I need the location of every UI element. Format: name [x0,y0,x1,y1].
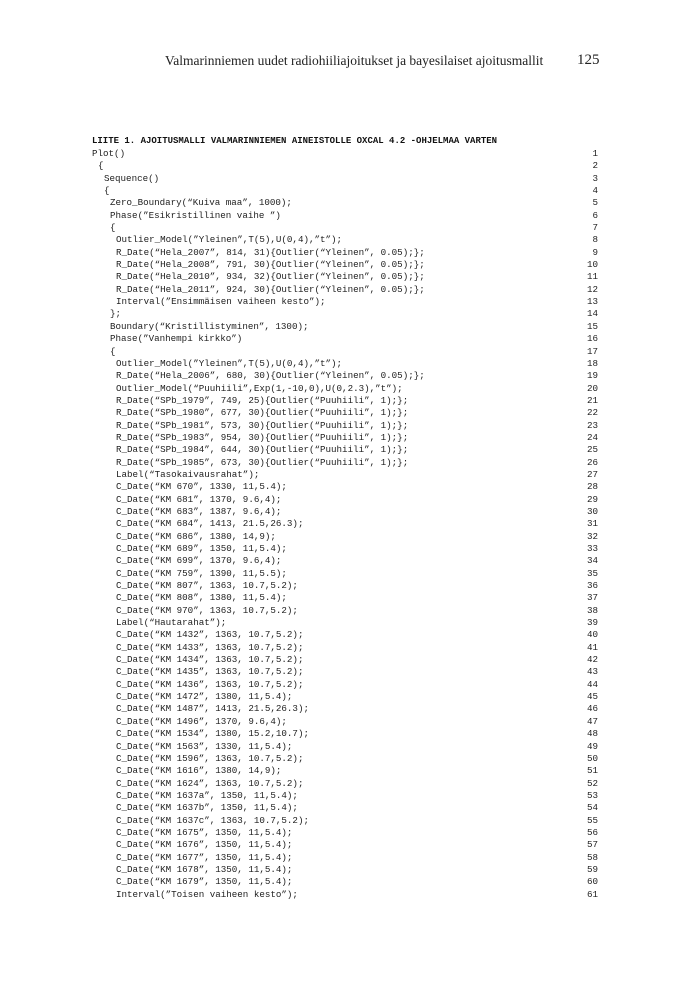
line-number: 56 [586,826,598,838]
line-number: 58 [586,851,598,863]
line-number: 3 [592,172,598,184]
code-line [92,383,598,395]
code-line-text: C_Date(“KM 1496”, 1370, 9.6,4); [116,715,287,727]
code-line [92,370,598,382]
line-number: 27 [586,468,598,480]
code-line-text: Interval(”Ensimmäisen vaiheen kesto”); [116,296,326,308]
code-line-text: Phase(”Vanhempi kirkko”) [110,333,243,345]
line-number: 54 [586,802,598,814]
line-number: 13 [586,296,598,308]
code-line [92,765,598,777]
code-line-text: R_Date(“SPb_1983”, 954, 30){Outlier(“Puuhiili”, 1);}; [116,431,409,443]
code-line [92,642,598,654]
line-number: 41 [586,641,598,653]
code-line [92,395,598,407]
code-line [92,691,598,703]
line-number: 49 [586,740,598,752]
code-line-text: Label(“Tasokaivausrahat”); [116,468,260,480]
code-line [92,555,598,567]
line-number: 43 [586,666,598,678]
code-line [92,605,598,617]
line-number: 50 [586,752,598,764]
line-number: 51 [586,765,598,777]
line-number: 23 [586,419,598,431]
code-line-text: C_Date(“KM 684”, 1413, 21.5,26.3); [116,518,304,530]
code-line-text: C_Date(“KM 1434”, 1363, 10.7,5.2); [116,654,304,666]
code-line-text: Zero_Boundary(“Kuiva maa”, 1000); [110,197,292,209]
page-number: 125 [577,52,600,68]
code-line [92,259,598,271]
line-number: 28 [586,481,598,493]
code-line-text: { [98,160,104,172]
line-number: 55 [586,814,598,826]
code-line [92,308,598,320]
code-line [92,234,598,246]
code-line-text: C_Date(“KM 683”, 1387, 9.6,4); [116,505,282,517]
code-line-text: R_Date(“Hela_2008”, 791, 30){Outlier(“Yleinen”, 0.05);}; [116,259,425,271]
line-number: 38 [586,604,598,616]
line-number: 21 [586,394,598,406]
code-line-text: C_Date(“KM 1637c”, 1363, 10.7,5.2); [116,814,309,826]
code-line-text: C_Date(“KM 1435”, 1363, 10.7,5.2); [116,666,304,678]
code-line-text: R_Date(“SPb_1979”, 749, 25){Outlier(“Puuhiili”, 1);}; [116,394,409,406]
line-number: 15 [586,320,598,332]
code-line [92,358,598,370]
line-number: 34 [586,555,598,567]
code-line-text: C_Date(“KM 1433”, 1363, 10.7,5.2); [116,641,304,653]
code-line-text: Phase(”Esikristillinen vaihe ”) [110,209,281,221]
code-line [92,407,598,419]
code-line [92,469,598,481]
code-line [92,592,598,604]
code-line [92,802,598,814]
line-number: 2 [592,160,598,172]
code-line [92,741,598,753]
code-line [92,568,598,580]
code-line-text: { [110,345,116,357]
line-number: 16 [586,333,598,345]
code-line [92,506,598,518]
line-number: 46 [586,703,598,715]
line-number: 12 [586,283,598,295]
line-number: 45 [586,691,598,703]
code-line-text: C_Date(“KM 1637b”, 1350, 11,5.4); [116,802,298,814]
line-number: 22 [586,407,598,419]
code-line-text: C_Date(“KM 686”, 1380, 14,9); [116,530,276,542]
line-number: 36 [586,580,598,592]
code-line [92,889,598,901]
line-number: 61 [586,888,598,900]
line-number: 4 [592,185,598,197]
line-number: 25 [586,444,598,456]
line-number: 53 [586,789,598,801]
code-line-text: C_Date(“KM 1472”, 1380, 11,5.4); [116,691,293,703]
code-line [92,321,598,333]
line-number: 57 [586,839,598,851]
code-line-text: C_Date(“KM 759”, 1390, 11,5.5); [116,567,287,579]
code-line-text: R_Date(“Hela_2007”, 814, 31){Outlier(“Yleinen”, 0.05);}; [116,246,425,258]
code-line-text: Plot() [92,148,126,159]
code-line-text: C_Date(“KM 970”, 1363, 10.7,5.2); [116,604,298,616]
code-listing [92,148,598,901]
code-line-text: C_Date(“KM 1432”, 1363, 10.7,5.2); [116,629,304,641]
code-line [92,271,598,283]
code-line [92,543,598,555]
line-number: 30 [586,505,598,517]
code-line-text: R_Date(“Hela_2006”, 680, 30){Outlier(“Yleinen”, 0.05);}; [116,370,425,382]
code-line [92,197,598,209]
code-line [92,864,598,876]
code-line-text: Label(“Hautarahat”); [116,617,227,629]
code-line [92,185,598,197]
line-number: 10 [586,259,598,271]
code-line [92,457,598,469]
line-number: 18 [586,357,598,369]
running-title: Valmarinniemen uudet radiohiiliajoitukset ja bayesilaiset ajoitusmallit [165,53,544,68]
code-line-text: R_Date(“Hela_2010”, 934, 32){Outlier(“Yleinen”, 0.05);}; [116,271,425,283]
code-line-text: C_Date(“KM 1436”, 1363, 10.7,5.2); [116,678,304,690]
code-line-text: C_Date(“KM 1534”, 1380, 15.2,10.7); [116,728,309,740]
line-number: 37 [586,592,598,604]
line-number: 35 [586,567,598,579]
code-line-text: C_Date(“KM 808”, 1380, 11,5.4); [116,592,287,604]
code-line [92,346,598,358]
code-line [92,716,598,728]
code-line [92,666,598,678]
code-line [92,827,598,839]
line-number: 26 [586,456,598,468]
code-line [92,284,598,296]
line-number: 39 [586,617,598,629]
line-number: 17 [586,345,598,357]
code-line-text: C_Date(“KM 689”, 1350, 11,5.4); [116,543,287,554]
code-line-text: C_Date(“KM 807”, 1363, 10.7,5.2); [116,580,298,592]
code-line [92,876,598,888]
code-line [92,160,598,172]
line-number: 9 [592,246,598,258]
code-line [92,247,598,259]
code-line [92,210,598,222]
code-line-text: C_Date(“KM 699”, 1370, 9.6,4); [116,555,282,567]
line-number: 11 [586,271,598,283]
code-line-text: C_Date(“KM 681”, 1370, 9.6,4); [116,493,282,505]
code-line [92,420,598,432]
code-line [92,852,598,864]
code-line-text: R_Date(“SPb_1980”, 677, 30){Outlier(“Puuhiili”, 1);}; [116,407,409,419]
code-line-text: Interval(”Toisen vaiheen kesto”); [116,888,298,900]
line-number: 42 [586,654,598,666]
line-number: 6 [592,209,598,221]
code-line-text: C_Date(“KM 1677”, 1350, 11,5.4); [116,851,293,863]
code-line [92,148,598,160]
code-line-text: Outlier_Model(“Puuhiili”,Exp(1,-10,0),U(0,2.3),”t”); [116,382,403,394]
code-line [92,580,598,592]
line-number: 32 [586,530,598,542]
line-number: 7 [592,222,598,234]
line-number: 60 [586,876,598,888]
line-number: 8 [592,234,598,246]
code-line-text: Sequence() [104,172,160,184]
code-line [92,296,598,308]
code-line-text: Outlier_Model(”Yleinen”,T(5),U(0,4),”t”); [116,234,343,246]
appendix-heading: LIITE 1. AJOITUSMALLI VALMARINNIEMEN AINEISTOLLE OXCAL 4.2 -OHJELMAA VARTEN [92,136,498,146]
code-line [92,173,598,185]
code-line-text: C_Date(“KM 1624”, 1363, 10.7,5.2); [116,777,304,789]
code-line-text: C_Date(“KM 1487”, 1413, 21.5,26.3); [116,703,309,715]
line-number: 59 [586,863,598,875]
code-line-text: Boundary(“Kristillistyminen”, 1300); [110,320,309,332]
code-line [92,518,598,530]
code-line [92,778,598,790]
line-number: 24 [586,431,598,443]
code-line [92,617,598,629]
line-number: 31 [586,518,598,530]
code-line-text: C_Date(“KM 1637a”, 1350, 11,5.4); [116,789,298,801]
line-number: 5 [592,197,598,209]
code-line-text: C_Date(“KM 1596”, 1363, 10.7,5.2); [116,752,304,764]
code-line [92,494,598,506]
code-line [92,790,598,802]
code-line-text: }; [110,308,122,320]
line-number: 14 [586,308,598,320]
line-number: 52 [586,777,598,789]
line-number: 20 [586,382,598,394]
code-line [92,679,598,691]
code-line [92,432,598,444]
code-line [92,629,598,641]
line-number: 19 [586,370,598,382]
code-line-text: R_Date(“SPb_1985”, 673, 30){Outlier(“Puuhiili”, 1);}; [116,456,409,468]
code-line [92,703,598,715]
code-line [92,753,598,765]
line-number: 44 [586,678,598,690]
code-line-text: C_Date(“KM 1678”, 1350, 11,5.4); [116,863,293,875]
code-line-text: C_Date(“KM 1616”, 1380, 14,9); [116,765,282,777]
code-line-text: R_Date(“SPb_1981”, 573, 30){Outlier(“Puuhiili”, 1);}; [116,419,409,431]
code-line [92,531,598,543]
code-line [92,333,598,345]
code-line [92,815,598,827]
code-line [92,654,598,666]
code-line-text: C_Date(“KM 1563”, 1330, 11,5.4); [116,740,293,752]
code-line-text: C_Date(“KM 1679”, 1350, 11,5.4); [116,876,293,888]
line-number: 29 [586,493,598,505]
line-number: 40 [586,629,598,641]
code-line [92,728,598,740]
code-line-text: C_Date(“KM 670”, 1330, 11,5.4); [116,481,287,493]
code-line [92,481,598,493]
code-line [92,839,598,851]
code-line-text: C_Date(“KM 1676”, 1350, 11,5.4); [116,839,293,851]
code-line-text: { [110,222,116,234]
line-number: 1 [592,148,598,159]
code-line-text: R_Date(“SPb_1984”, 644, 30){Outlier(“Puuhiili”, 1);}; [116,444,409,456]
code-line [92,444,598,456]
code-line [92,222,598,234]
code-line-text: C_Date(“KM 1675”, 1350, 11,5.4); [116,826,293,838]
line-number: 47 [586,715,598,727]
line-number: 33 [586,543,598,554]
code-line-text: Outlier_Model(”Yleinen”,T(5),U(0,4),”t”); [116,357,343,369]
code-line-text: { [104,185,110,197]
line-number: 48 [586,728,598,740]
code-line-text: R_Date(“Hela_2011”, 924, 30){Outlier(“Yleinen”, 0.05);}; [116,283,425,295]
